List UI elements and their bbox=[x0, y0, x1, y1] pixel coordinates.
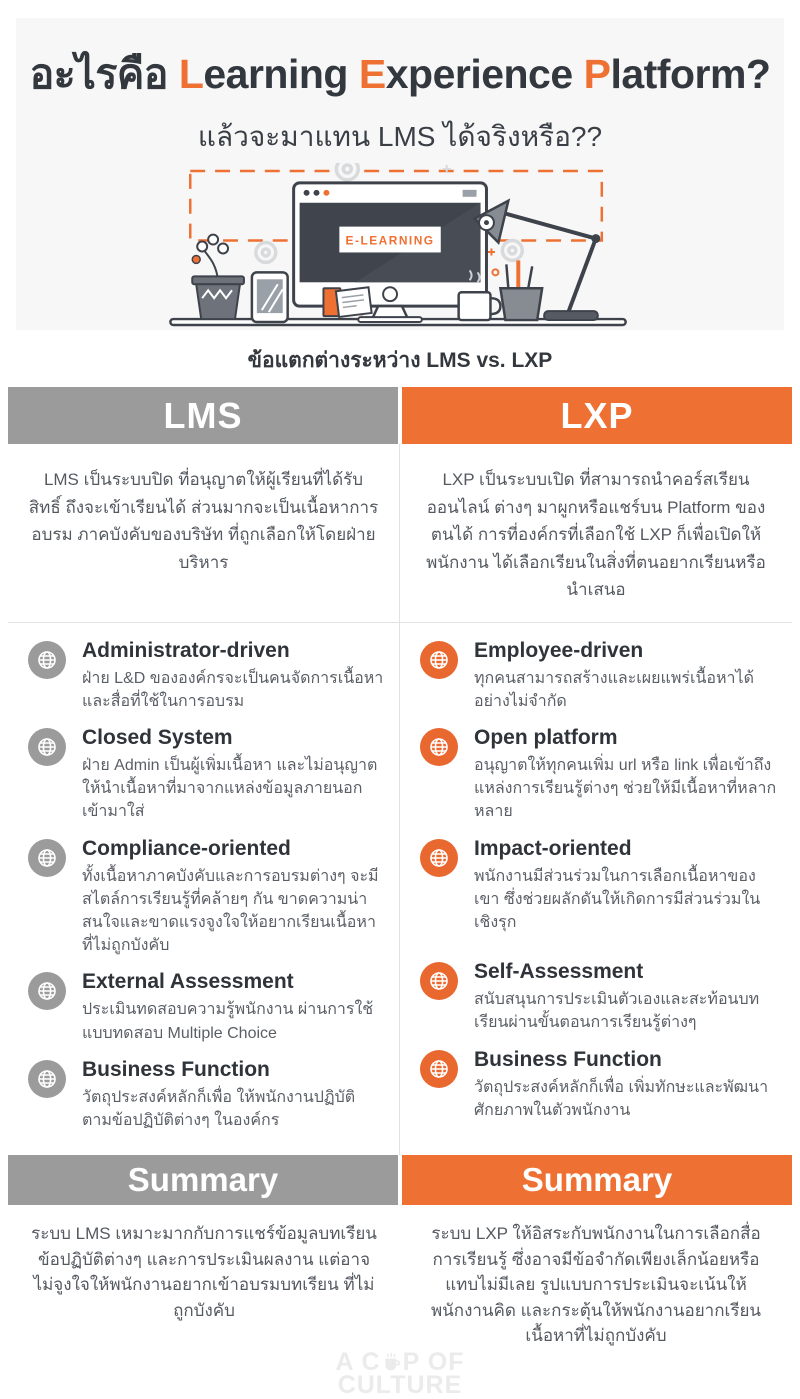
globe-icon bbox=[28, 1060, 66, 1098]
plant-icon bbox=[192, 235, 244, 319]
feature-item bbox=[28, 837, 385, 958]
feature-item bbox=[420, 639, 778, 713]
elearning-desk-illustration bbox=[120, 163, 680, 330]
hero-panel bbox=[16, 18, 784, 330]
feature-title: Business Function bbox=[474, 1047, 662, 1071]
lms-feature-list bbox=[8, 623, 400, 1155]
title-word-learning: earning bbox=[203, 51, 348, 97]
watermark-text: P OF bbox=[402, 1347, 465, 1376]
globe-icon bbox=[420, 728, 458, 766]
title-thai: อะไรคือ bbox=[29, 51, 168, 97]
feature-title: Open platform bbox=[474, 726, 618, 750]
feature-desc: อนุญาตให้ทุกคนเพิ่ม url หรือ link เพื่อเข้าถึงแหล่งการเรียนรู้ต่างๆ ช่วยให้มีเนื้อหาที่หลากหลาย bbox=[474, 757, 777, 821]
title-accent-p: P bbox=[583, 51, 611, 97]
globe-icon bbox=[420, 641, 458, 679]
lms-summary-header: Summary bbox=[8, 1155, 398, 1205]
feature-item bbox=[28, 1058, 385, 1132]
feature-title: Administrator-driven bbox=[82, 638, 290, 662]
feature-item bbox=[420, 726, 778, 824]
title-word-experience: xperience bbox=[385, 51, 573, 97]
feature-desc: ทั้งเนื้อหาภาคบังคับและการอบรมต่างๆ จะมีสไตล์การเรียนรู้ที่คล้ายๆ กัน ขาดความน่าสนใจและขาดแรงจูงใจให้อยากเรียนเนื้อหาที่ไม่ถูกบังคับ bbox=[82, 867, 379, 955]
elearning-label: E-LEARNING bbox=[345, 233, 435, 248]
globe-icon bbox=[28, 641, 66, 679]
title-word-platform: latform? bbox=[610, 51, 771, 97]
watermark-text: A C bbox=[335, 1347, 381, 1376]
a-cup-of-culture-watermark bbox=[0, 1347, 800, 1399]
globe-icon bbox=[28, 972, 66, 1010]
feature-item bbox=[28, 639, 385, 713]
papers-icon bbox=[323, 287, 371, 317]
comparison-table bbox=[8, 387, 792, 1349]
feature-desc: วัตถุประสงค์หลักก็เพื่อ ให้พนักงานปฏิบัติตามข้อปฏิบัติต่างๆ ในองค์กร bbox=[82, 1088, 356, 1129]
feature-desc: ทุกคนสามารถสร้างและเผยแพร่เนื้อหาได้อย่างไม่จำกัด bbox=[474, 669, 754, 710]
page-subtitle: แล้วจะมาแทน LMS ได้จริงหรือ?? bbox=[197, 121, 603, 152]
title-accent-l: L bbox=[178, 51, 204, 97]
lms-intro: LMS เป็นระบบปิด ที่อนุญาตให้ผู้เรียนที่ได้รับสิทธิ์ ถึงจะเข้าเรียนได้ ส่วนมากจะเป็นเนื้อหาการอบรม ภาคบังคับของบริษัท ที่ถูกเลือกให้โดยฝ่ายบริหาร bbox=[8, 444, 400, 623]
section-title: ข้อแตกต่างระหว่าง LMS vs. LXP bbox=[247, 349, 553, 372]
feature-title: Business Function bbox=[82, 1057, 270, 1081]
globe-icon bbox=[28, 839, 66, 877]
feature-title: Employee-driven bbox=[474, 638, 644, 662]
watermark-text: CULTURE bbox=[337, 1371, 463, 1399]
feature-desc: พนักงานมีส่วนร่วมในการเลือกเนื้อหาของเขา ซึ่งช่วยผลักดันให้เกิดการมีส่วนร่วมในเชิงรุก bbox=[474, 867, 761, 931]
lxp-column-header: LXP bbox=[402, 387, 792, 444]
lxp-summary-header: Summary bbox=[402, 1155, 792, 1205]
feature-title: Self-Assessment bbox=[474, 960, 644, 984]
smartphone-icon bbox=[252, 272, 288, 322]
feature-desc: สนับสนุนการประเมินตัวเองและสะท้อนบทเรียนผ่านขั้นตอนการเรียนรู้ต่างๆ bbox=[474, 991, 760, 1032]
feature-item bbox=[420, 837, 778, 935]
lxp-summary-text: ระบบ LXP ให้อิสระกับพนักงานในการเลือกสื่อการเรียนรู้ ซึ่งอาจมีข้อจำกัดเพียงเล็กน้อยหรือแทบไม่มีเลย รูปแบบการประเมินจะเน้นให้พนักงานคิด และกระตุ้นให้พนักงานอยากเรียนเนื้อหาที่ไม่ถูกบังคับ bbox=[430, 1224, 762, 1346]
globe-icon bbox=[420, 839, 458, 877]
page-title bbox=[30, 42, 771, 107]
globe-icon bbox=[420, 1050, 458, 1088]
feature-title: Compliance-oriented bbox=[82, 836, 291, 860]
feature-title: External Assessment bbox=[82, 970, 294, 994]
coffee-cup-icon bbox=[382, 1352, 402, 1372]
feature-desc: ฝ่าย Admin เป็นผู้เพิ่มเนื้อหา และไม่อนุญาตให้นำเนื้อหาที่มาจากแหล่งข้อมูลภายนอกเข้ามาใส่ bbox=[82, 757, 378, 821]
feature-desc: ประเมินทดสอบความรู้พนักงาน ผ่านการใช้แบบทดสอบ Multiple Choice bbox=[82, 1001, 374, 1042]
lxp-feature-list bbox=[400, 623, 792, 1155]
feature-desc: วัตถุประสงค์หลักก็เพื่อ เพิ่มทักษะและพัฒนาศักยภาพในตัวพนักงาน bbox=[474, 1078, 769, 1119]
globe-icon bbox=[28, 728, 66, 766]
feature-item bbox=[420, 1048, 778, 1122]
lms-summary-text: ระบบ LMS เหมาะมากกับการแชร์ข้อมูลบทเรียน ข้อปฏิบัติต่างๆ และการประเมินผลงาน แต่อาจไม่จูงใจให้พนักงานอยากเข้าอบรมบทเรียน ที่ไม่ถูกบังคับ bbox=[31, 1224, 377, 1320]
feature-item bbox=[28, 970, 385, 1044]
globe-icon bbox=[420, 962, 458, 1000]
lxp-intro: LXP เป็นระบบเปิด ที่สามารถนำคอร์สเรียนออนไลน์ ต่างๆ มาผูกหรือแชร์บน Platform ของตนได้ การที่องค์กรที่เลือกใช้ LXP ก็เพื่อเปิดให้พนักงาน ได้เลือกเรียนในสิ่งที่ตนอยากเรียนหรือนำเสนอ bbox=[400, 444, 792, 623]
feature-title: Closed System bbox=[82, 726, 233, 750]
lms-column-header: LMS bbox=[8, 387, 398, 444]
feature-item bbox=[420, 960, 778, 1034]
feature-title: Impact-oriented bbox=[474, 836, 632, 860]
pencil-cup-icon bbox=[500, 260, 542, 320]
title-accent-e: E bbox=[358, 51, 386, 97]
feature-item bbox=[28, 726, 385, 824]
feature-desc: ฝ่าย L&D ขององค์กรจะเป็นคนจัดการเนื้อหาและสื่อที่ใช้ในการอบรม bbox=[82, 669, 384, 710]
